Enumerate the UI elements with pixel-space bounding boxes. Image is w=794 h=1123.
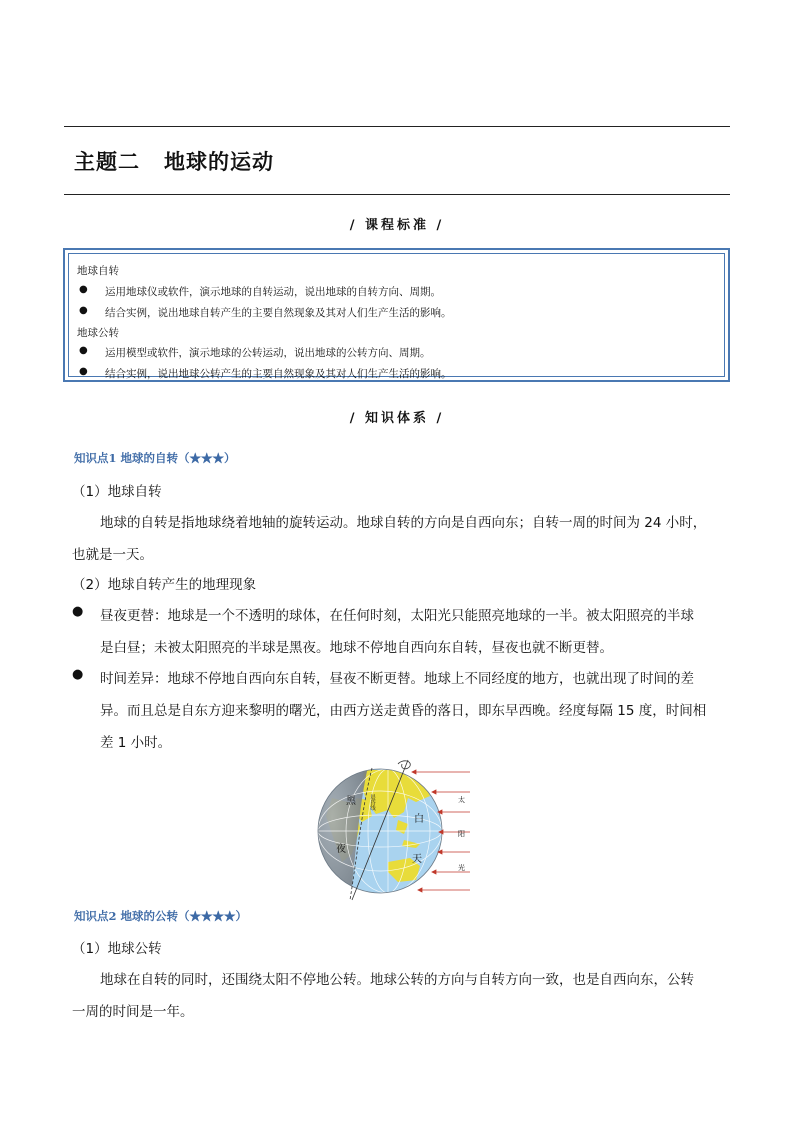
earth-rotation-figure xyxy=(312,758,484,906)
bullet-dot: ● xyxy=(79,345,88,356)
standard-item: 运用模型或软件，演示地球的公转运动，说出地球的公转方向、周期。 xyxy=(105,347,431,359)
sunlight-label: 光 xyxy=(458,864,465,872)
curriculum-heading: / 课程标准 / xyxy=(349,218,445,233)
time-difference-line: 差 1 小时。 xyxy=(100,735,172,751)
bullet-dot: ● xyxy=(72,667,84,682)
time-difference-line: 时间差异：地球不停地自西向东自转，昼夜不断更替。地球上不同经度的地方，也就出现了时间的差 xyxy=(100,671,694,687)
bullet-dot: ● xyxy=(79,284,88,295)
title-rule xyxy=(64,194,730,195)
knowledge-point-2-title: 知识点2 地球的公转（★★★★） xyxy=(74,909,248,923)
day-label: 白 xyxy=(414,814,424,825)
day-label: 天 xyxy=(412,854,422,865)
sunlight-label: 阳 xyxy=(458,830,465,838)
day-night-line: 昼夜更替：地球是一个不透明的球体，在任何时刻，太阳光只能照亮地球的一半。被太阳照亮的半球 xyxy=(100,608,694,624)
kp1-subheading-2: （2）地球自转产生的地理现象 xyxy=(72,577,257,593)
sunlight-label: 太 xyxy=(458,796,465,804)
group-name: 地球公转 xyxy=(77,327,119,339)
curriculum-box-inner xyxy=(68,253,725,380)
kp2-paragraph-line: 地球在自转的同时，还围绕太阳不停地公转。地球公转的方向与自转方向一致，也是自西向东，公转 xyxy=(100,972,694,988)
rotation-arrow-icon xyxy=(398,761,410,769)
title-part2: 地球的运动 xyxy=(164,149,274,174)
page-title xyxy=(74,146,274,176)
kp1-paragraph-line: 也就是一天。 xyxy=(72,547,153,563)
bullet-dot: ● xyxy=(79,305,88,316)
night-label: 夜 xyxy=(336,844,346,855)
day-night-line: 是白昼；未被太阳照亮的半球是黑夜。地球不停地自西向东自转，昼夜也就不断更替。 xyxy=(100,640,613,656)
time-difference-line: 异。而且总是自东方迎来黎明的曙光，由西方送走黄昏的落日，即东早西晚。经度每隔 15 度，时间相 xyxy=(100,703,707,719)
knowledge-heading: / 知识体系 / xyxy=(349,411,445,426)
group-name: 地球自转 xyxy=(77,265,119,277)
bullet-dot: ● xyxy=(79,366,88,377)
kp2-paragraph-line: 一周的时间是一年。 xyxy=(72,1004,194,1020)
night-label: 黑 xyxy=(346,796,356,807)
standard-item: 运用地球仪或软件，演示地球的自转运动，说出地球的自转方向、周期。 xyxy=(105,286,441,298)
knowledge-point-1-title: 知识点1 地球的自转（★★★） xyxy=(74,451,236,465)
kp1-subheading-1: （1）地球自转 xyxy=(72,484,162,500)
top-rule xyxy=(64,126,730,127)
kp2-subheading-1: （1）地球公转 xyxy=(72,941,162,957)
standard-item: 结合实例，说出地球公转产生的主要自然现象及其对人们生产生活的影响。 xyxy=(105,368,452,380)
kp1-paragraph-line: 地球的自转是指地球绕着地轴的旋转运动。地球自转的方向是自西向东；自转一周的时间为 24 小时， xyxy=(100,515,707,531)
terminator-label: 晨昏线 xyxy=(369,794,375,811)
bullet-dot: ● xyxy=(72,604,84,619)
title-part1: 主题二 xyxy=(74,149,140,174)
standard-item: 结合实例，说出地球自转产生的主要自然现象及其对人们生产生活的影响。 xyxy=(105,307,452,319)
curriculum-box xyxy=(63,248,730,382)
